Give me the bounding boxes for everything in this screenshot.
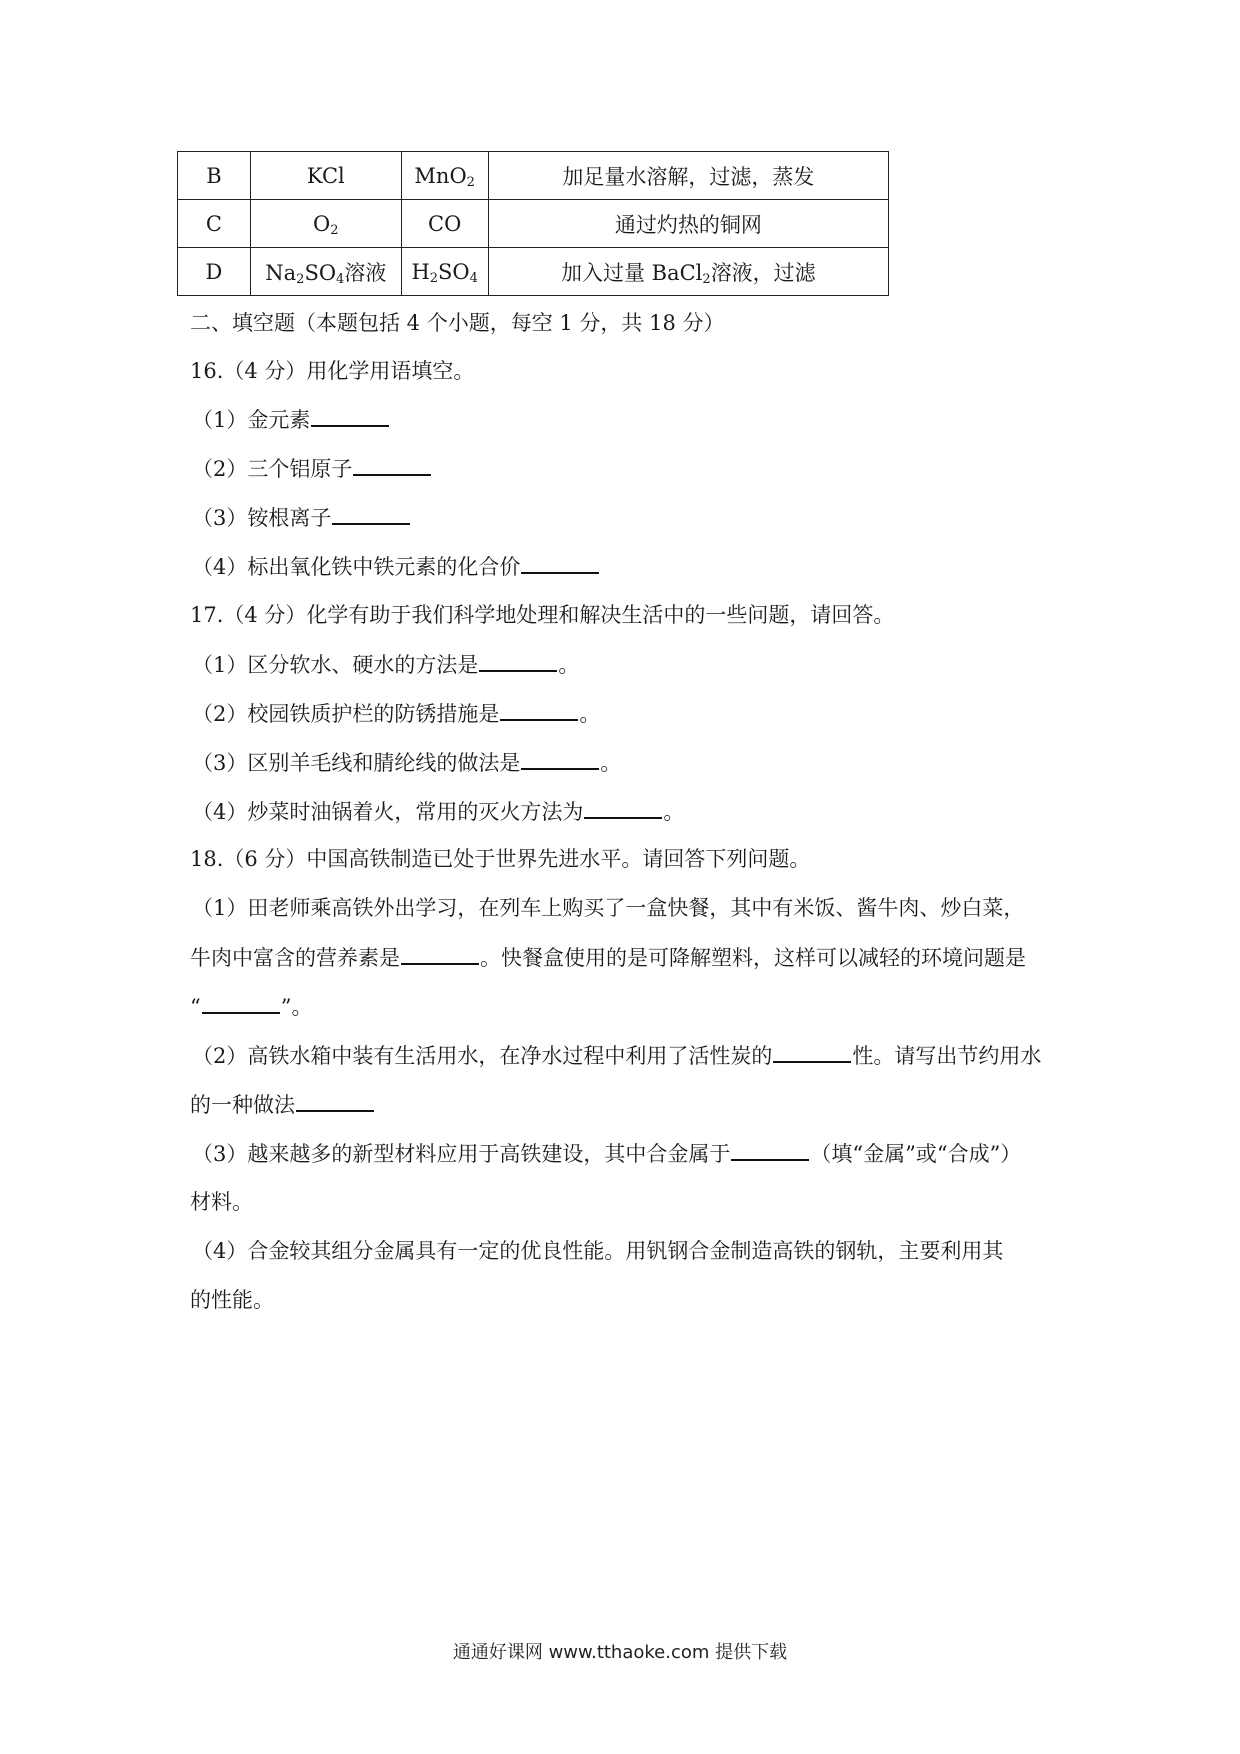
question-17-part-2: （2）校园铁质护栏的防锈措施是 。 — [192, 699, 600, 728]
footer-watermark: 通通好课网 www.tthaoke.com 提供下载 — [452, 1642, 788, 1663]
question-17-part-1: （1）区分软水、硬水的方法是 。 — [192, 650, 579, 679]
question-18-part-1-cont2: “ ”。 — [190, 992, 313, 1021]
table-row — [178, 248, 889, 296]
impurity-cell: $H_2SO_4$ — [401, 248, 488, 296]
option-letter: C — [178, 200, 251, 248]
method-cell: 加入过量 BaCl$_2$溶液，过滤 — [488, 248, 888, 296]
question-18-part-2: （2）高铁水箱中装有生活用水，在净水过程中利用了活性炭的 性。请写出节约用水 — [192, 1041, 1041, 1070]
method-cell: 通过灼热的铜网 — [488, 200, 888, 248]
option-letter: B — [178, 152, 251, 200]
answer-blank[interactable] — [731, 1139, 809, 1161]
question-16-stem: 16.（4 分）用化学用语填空。 — [190, 359, 475, 383]
method-cell: 加足量水溶解，过滤，蒸发 — [488, 152, 888, 200]
answer-blank[interactable] — [500, 699, 578, 721]
answer-blank[interactable] — [332, 503, 410, 525]
substance-cell: $Na_2SO_4$溶液 — [250, 248, 401, 296]
question-17-stem: 17.（4 分）化学有助于我们科学地处理和解决生活中的一些问题，请回答。 — [190, 603, 895, 627]
question-18-stem: 18.（6 分）中国高铁制造已处于世界先进水平。请回答下列问题。 — [190, 847, 811, 871]
answer-blank[interactable] — [584, 797, 662, 819]
question-16-part-3: （3）铵根离子 — [192, 503, 411, 532]
answer-blank[interactable] — [401, 943, 479, 965]
impurity-cell: CO — [401, 200, 488, 248]
impurity-cell: MnO$_2$ — [401, 152, 488, 200]
answer-blank[interactable] — [479, 650, 557, 672]
answer-blank[interactable] — [521, 552, 599, 574]
option-letter: D — [178, 248, 251, 296]
question-18-part-3-cont: 材料。 — [190, 1190, 253, 1214]
section-heading: 二、填空题（本题包括 4 个小题，每空 1 分，共 18 分） — [190, 311, 725, 335]
question-18-part-1-cont: 牛肉中富含的营养素是 。快餐盒使用的是可降解塑料，这样可以减轻的环境问题是 — [190, 943, 1026, 972]
question-16-part-1: （1）金元素 — [192, 405, 390, 434]
question-18-part-1: （1）田老师乘高铁外出学习，在列车上购买了一盒快餐，其中有米饭、酱牛肉、炒白菜， — [192, 896, 1025, 920]
question-18-part-2-cont: 的一种做法 — [190, 1090, 375, 1119]
question-16-part-2: （2）三个铝原子 — [192, 454, 432, 483]
question-17-part-3: （3）区别羊毛线和腈纶线的做法是 。 — [192, 748, 621, 777]
answer-blank[interactable] — [202, 992, 280, 1014]
question-16-part-4: （4）标出氧化铁中铁元素的化合价 — [192, 552, 600, 581]
answer-blank[interactable] — [353, 454, 431, 476]
substance-cell: KCl — [250, 152, 401, 200]
answer-blank[interactable] — [773, 1041, 851, 1063]
substance-cell: $O_2$ — [250, 200, 401, 248]
question-18-part-3: （3）越来越多的新型材料应用于高铁建设，其中合金属于 （填“金属”或“合成”） — [192, 1139, 1021, 1168]
answer-blank[interactable] — [296, 1090, 374, 1112]
options-table — [177, 151, 889, 296]
table-row — [178, 200, 889, 248]
table-row — [178, 152, 889, 200]
answer-blank[interactable] — [521, 748, 599, 770]
question-18-part-4: （4）合金较其组分金属具有一定的优良性能。用钒钢合金制造高铁的钢轨，主要利用其 — [192, 1239, 1004, 1263]
question-17-part-4: （4）炒菜时油锅着火，常用的灭火方法为 。 — [192, 797, 684, 826]
answer-blank[interactable] — [311, 405, 389, 427]
question-18-part-4-cont: 的性能。 — [190, 1288, 274, 1312]
